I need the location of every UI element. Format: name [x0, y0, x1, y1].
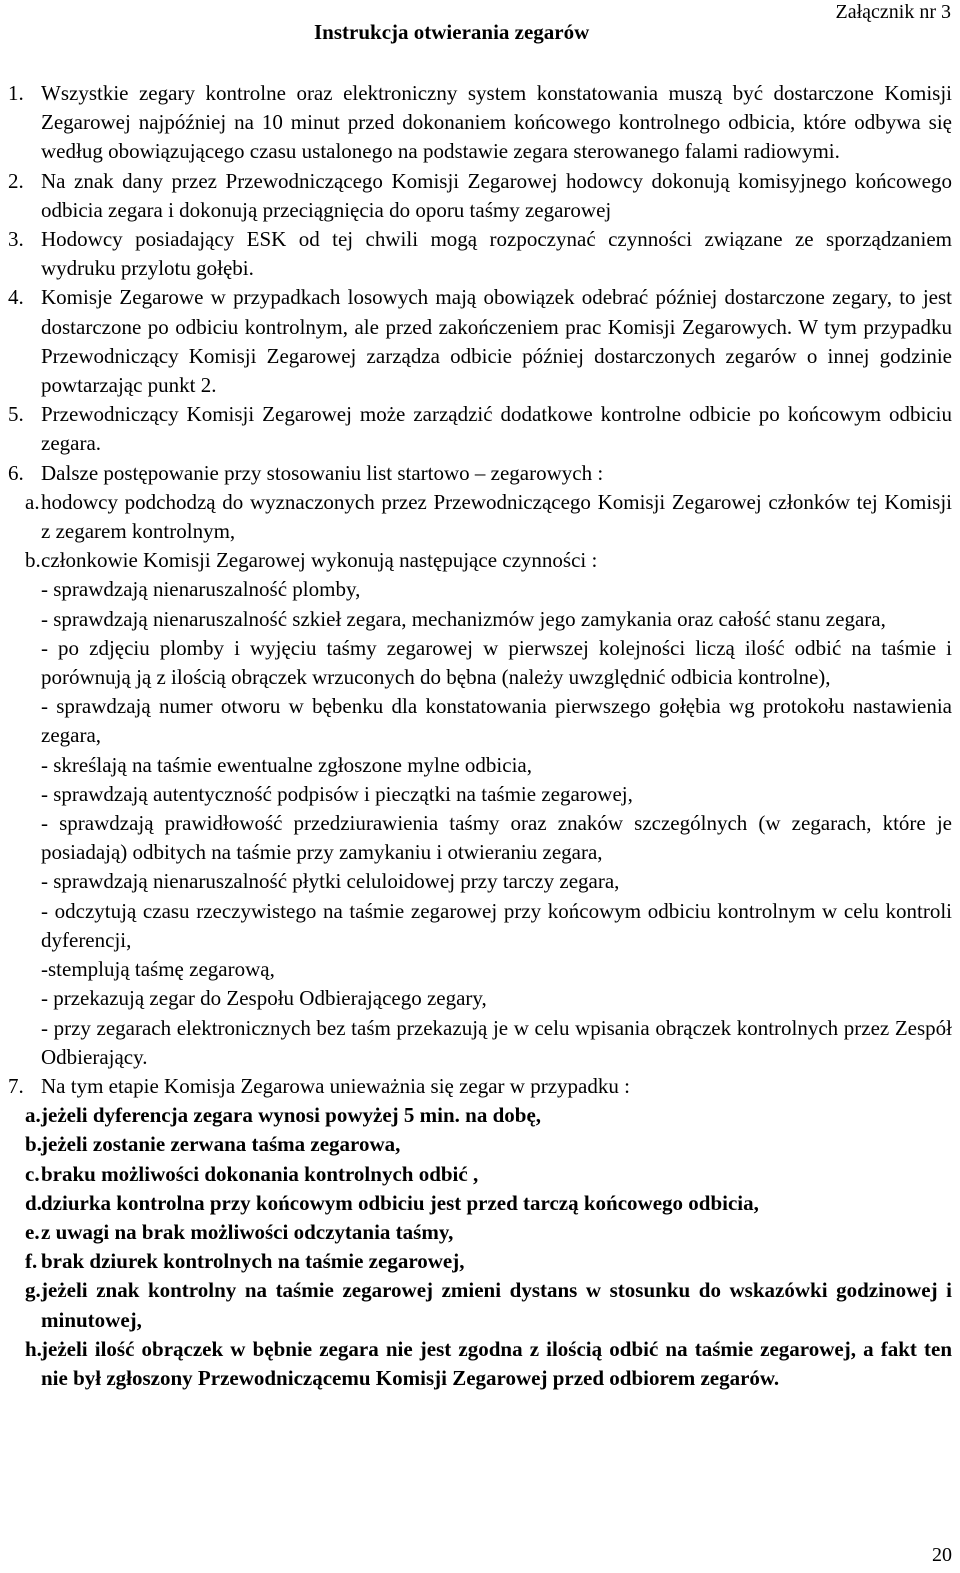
list-item-5 — [8, 400, 952, 458]
sub-item-label: c. — [25, 1161, 40, 1186]
dash-item: - sprawdzają numer otworu w bębenku dla konstatowania pierwszego gołębia wg protokołu nastawienia zegara, — [41, 694, 952, 748]
sub-item-text: dziurka kontrolna przy końcowym odbiciu jest przed tarczą końcowego odbicia, — [41, 1190, 759, 1215]
item-text: Na tym etapie Komisja Zegarowa unieważnia się zegar w przypadku : — [41, 1073, 630, 1098]
item-number: 7. — [8, 1073, 24, 1098]
sub-item-label: g. — [25, 1278, 41, 1303]
sub-item-label: a. — [25, 1103, 41, 1128]
dash-item: - sprawdzają autentyczność podpisów i pieczątki na taśmie zegarowej, — [41, 781, 633, 806]
list-item-6 — [8, 459, 952, 488]
item-number: 2. — [8, 168, 24, 193]
sub-item-6b — [25, 546, 952, 575]
list-item-3 — [8, 225, 952, 283]
dash-list — [41, 575, 952, 1071]
document-title: Instrukcja otwierania zegarów — [314, 20, 590, 44]
item-text: Przewodniczący Komisji Zegarowej może zarządzić dodatkowe kontrolne odbicie po końcowym odbiciu zegara. — [41, 402, 952, 456]
dash-item: - odczytują czasu rzeczywistego na taśmie zegarowej przy końcowym odbiciu kontrolnym w celu kontroli dyferencji, — [41, 898, 952, 952]
sub-item-label: f. — [25, 1249, 38, 1274]
sub-item-text: jeżeli dyferencja zegara wynosi powyżej 5 min. na dobę, — [41, 1103, 542, 1128]
sub-item-text: jeżeli znak kontrolny na taśmie zegarowej zmieni dystans w stosunku do wskazówki godzinowej i minutowej, — [41, 1278, 952, 1332]
dash-item: -stemplują taśmę zegarową, — [41, 957, 275, 982]
item-text: Wszystkie zegary kontrolne oraz elektroniczny system konstatowania muszą być dostarczone Komisji Zegarowej najpóźniej na 10 minut przed dokonaniem końcowego kontrolnego odbicia, które odbywa się według obowiązującego czasu ustalonego na podstawie zegara sterowanego falami radiowymi. — [41, 81, 952, 164]
sub-item-text: jeżeli ilość obrączek w bębnie zegara nie jest zgodna z ilością odbić na taśmie zegarowej, a fakt ten nie był zgłoszony Przewodniczącemu Komisji Zegarowej przed odbiorem zegarów. — [41, 1336, 952, 1390]
sub-item-7g — [25, 1276, 952, 1334]
sub-item-text: brak dziurek kontrolnych na taśmie zegarowej, — [41, 1249, 465, 1274]
dash-item: - sprawdzają nienaruszalność plomby, — [41, 577, 361, 602]
dash-item: - po zdjęciu plomby i wyjęciu taśmy zegarowej w pierwszej kolejności liczą ilość odbić na taśmie i porównują ją z ilością obrączek wrzuconych do bębna (należy uwzględnić odbicia kontrolne), — [41, 635, 952, 690]
sub-item-text: jeżeli zostanie zerwana taśma zegarowa, — [41, 1132, 401, 1157]
sub-item-7e — [25, 1218, 952, 1247]
item-text: Na znak dany przez Przewodniczącego Komisji Zegarowej hodowcy dokonują komisyjnego końcowego odbicia zegara i dokonują przeciągnięcia do oporu taśmy zegarowej — [41, 168, 952, 222]
item-number: 4. — [8, 285, 24, 310]
item-number: 6. — [8, 460, 24, 485]
sub-item-text: członkowie Komisji Zegarowej wykonują następujące czynności : — [41, 548, 598, 573]
item-number: 3. — [8, 227, 24, 252]
list-item-2 — [8, 167, 952, 225]
sub-item-label: d. — [25, 1190, 42, 1215]
sub-item-text: hodowcy podchodzą do wyznaczonych przez Przewodniczącego Komisji Zegarowej członków tej Komisji z zegarem kontrolnym, — [41, 489, 952, 544]
sub-item-7a — [25, 1101, 952, 1130]
item-text: Hodowcy posiadający ESK od tej chwili mogą rozpoczynać czynności związane ze sporządzaniem wydruku przylotu gołębi. — [41, 227, 952, 281]
sub-item-7f — [25, 1247, 952, 1276]
item-text: Komisje Zegarowe w przypadkach losowych mają obowiązek odebrać później dostarczone zegary, to jest dostarczone po odbiciu kontrolnym, ale przed zakończeniem prac Komisji Zegarowych. W tym przypadku Przewodniczący Komisji Zegarowej zarządza odbicie później dostarczonych zegarów o innej godzinie powtarzając punkt 2. — [41, 285, 952, 398]
dash-item: - sprawdzają prawidłowość przedziurawienia taśmy oraz znaków szczególnych (w zegarach, które je posiadają) odbitych na taśmie przy zamykaniu i otwieraniu zegara, — [41, 811, 952, 865]
item-text: Dalsze postępowanie przy stosowaniu list startowo – zegarowych : — [41, 460, 604, 485]
sub-item-7h — [25, 1335, 952, 1393]
sub-item-label: b. — [25, 548, 41, 573]
dash-item: - skreślają na taśmie ewentualne zgłoszone mylne odbicia, — [41, 752, 532, 777]
sub-item-text: z uwagi na brak możliwości odczytania taśmy, — [41, 1219, 454, 1244]
sub-item-7b — [25, 1130, 952, 1159]
dash-item: - przy zegarach elektronicznych bez taśm przekazują je w celu wpisania obrączek kontrolnych przez Zespół Odbierający. — [41, 1015, 952, 1069]
sub-item-label: a. — [25, 489, 40, 514]
dash-item: - przekazują zegar do Zespołu Odbierającego zegary, — [41, 986, 487, 1011]
item-number: 5. — [8, 402, 24, 427]
sub-item-label: e. — [25, 1219, 40, 1244]
sub-item-label: h. — [25, 1336, 42, 1361]
annex-label: Załącznik nr 3 — [835, 1, 951, 23]
sub-item-label: b. — [25, 1132, 42, 1157]
dash-item: - sprawdzają nienaruszalność płytki celuloidowej przy tarczy zegara, — [41, 869, 620, 894]
item-number: 1. — [8, 81, 24, 105]
sub-item-7c — [25, 1160, 952, 1189]
document-body — [8, 79, 952, 1393]
list-item-7 — [8, 1072, 952, 1101]
sub-item-6a — [25, 488, 952, 546]
list-item-1 — [8, 79, 952, 167]
list-item-4 — [8, 283, 952, 400]
page-number: 20 — [932, 1544, 952, 1566]
dash-item: - sprawdzają nienaruszalność szkieł zegara, mechanizmów jego zamykania oraz całość stanu zegara, — [41, 606, 886, 631]
sub-item-7d — [25, 1189, 952, 1218]
sub-item-text: braku możliwości dokonania kontrolnych odbić , — [41, 1161, 479, 1186]
